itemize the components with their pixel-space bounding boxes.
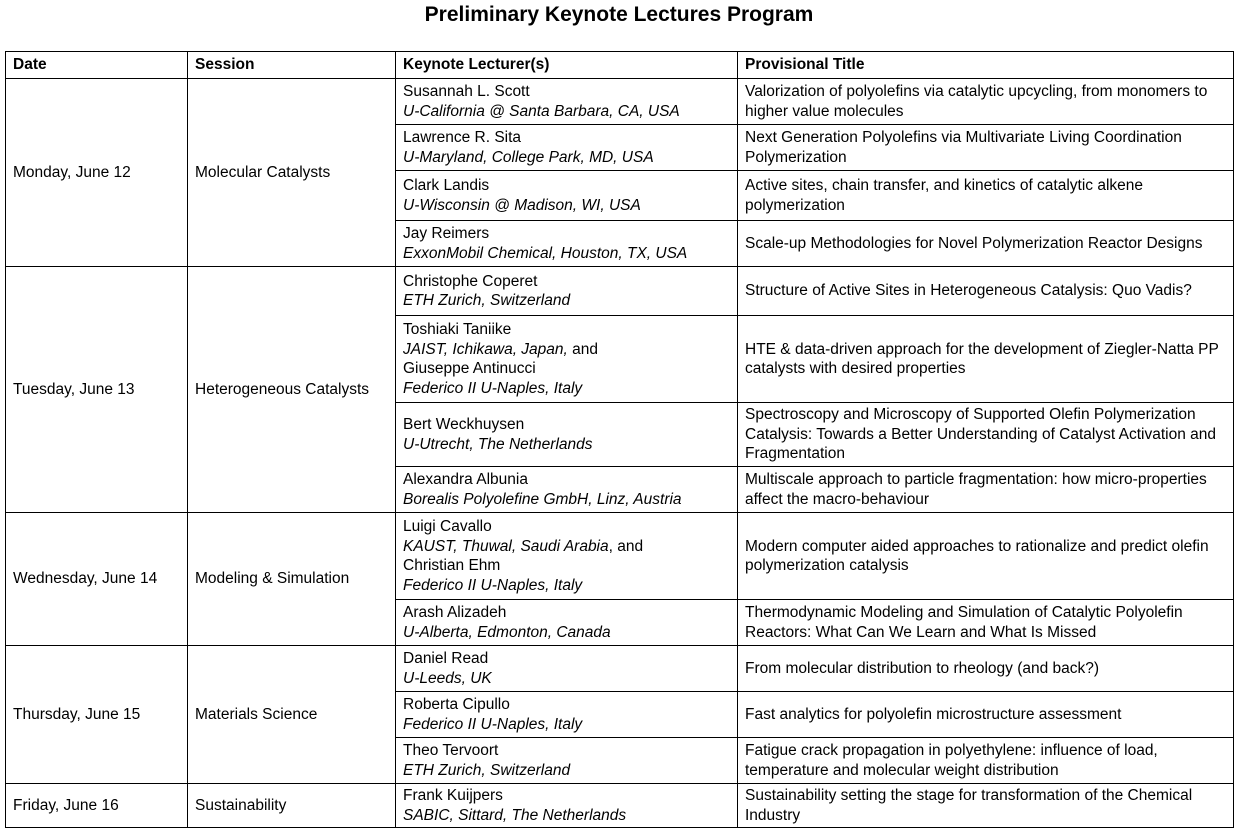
session-cell: Molecular Catalysts (188, 79, 396, 267)
lecturer-affiliation: U-Wisconsin @ Madison, WI, USA (403, 196, 641, 214)
lecturer-name: Arash Alizadeh (403, 604, 507, 621)
lecturer-affiliation: U-Utrecht, The Netherlands (403, 435, 593, 453)
lecturer-cell (396, 267, 738, 316)
lecturer-cell (396, 692, 738, 738)
lecturer-name: Lawrence R. Sita (403, 129, 522, 146)
lecturer-affiliation: ETH Zurich, Switzerland (403, 761, 571, 779)
header-date: Date (6, 52, 188, 79)
lecturer-cell (396, 125, 738, 171)
lecturer-conjunction: and (567, 340, 599, 358)
table-row (6, 784, 1234, 828)
table-row (6, 267, 1234, 316)
lecture-title-cell: Modern computer aided approaches to rationalize and predict olefin polymerization catalysis (738, 513, 1234, 600)
lecturer-affiliation: ETH Zurich, Switzerland (403, 292, 571, 309)
lecturer-name: Christian Ehm (403, 557, 501, 574)
lecturer-cell (396, 646, 738, 692)
header-row (6, 52, 1234, 79)
lecturer-affiliation: Federico II U-Naples, Italy (403, 379, 583, 397)
date-cell: Monday, June 12 (6, 79, 188, 267)
lecture-title-cell: Fatigue crack propagation in polyethylene: influence of load, temperature and molecular weight distribution (738, 738, 1234, 784)
lecturer-cell (396, 467, 738, 513)
lecturer-affiliation: U-California @ Santa Barbara, CA, USA (403, 102, 680, 120)
lecture-title-cell: Fast analytics for polyolefin microstructure assessment (738, 692, 1234, 738)
lecture-title-cell: Active sites, chain transfer, and kinetics of catalytic alkene polymerization (738, 171, 1234, 221)
session-cell: Materials Science (188, 646, 396, 784)
lecturer-name: Toshiaki Taniike (403, 321, 512, 338)
date-cell: Tuesday, June 13 (6, 267, 188, 513)
session-cell: Heterogeneous Catalysts (188, 267, 396, 513)
lecturer-affiliation-line (403, 537, 730, 557)
lecture-title-cell: Next Generation Polyolefins via Multivariate Living Coordination Polymerization (738, 125, 1234, 171)
lecturer-cell (396, 221, 738, 267)
header-lecturer: Keynote Lecturer(s) (396, 52, 738, 79)
lecturer-conjunction: , and (608, 537, 644, 555)
page-title: Preliminary Keynote Lectures Program (424, 3, 814, 26)
lecturer-cell (396, 79, 738, 125)
table-row (6, 646, 1234, 692)
lecturer-cell (396, 171, 738, 221)
date-cell: Thursday, June 15 (6, 646, 188, 784)
lecturer-name: Susannah L. Scott (403, 83, 530, 100)
lecturer-affiliation: Federico II U-Naples, Italy (403, 576, 583, 594)
session-cell: Modeling & Simulation (188, 513, 396, 646)
lecture-title-cell: Valorization of polyolefins via catalytic upcycling, from monomers to higher value molecules (738, 79, 1234, 125)
lecturer-name: Alexandra Albunia (403, 471, 528, 488)
lecture-title-cell: Sustainability setting the stage for transformation of the Chemical Industry (738, 784, 1234, 828)
lecturer-cell (396, 403, 738, 467)
date-cell: Wednesday, June 14 (6, 513, 188, 646)
lecture-title-cell: Spectroscopy and Microscopy of Supported Olefin Polymerization Catalysis: Towards a Better Understanding of Catalyst Activation and Fragmentation (738, 403, 1234, 467)
lecture-title-cell: Multiscale approach to particle fragmentation: how micro-properties affect the macro-behaviour (738, 467, 1234, 513)
lecturer-name: Giuseppe Antinucci (403, 360, 536, 377)
lecturer-cell (396, 316, 738, 403)
header-session: Session (188, 52, 396, 79)
lecturer-cell (396, 600, 738, 646)
table-row (6, 513, 1234, 600)
lecturer-name: Daniel Read (403, 650, 489, 667)
program-table (5, 51, 1234, 828)
lecturer-name: Frank Kuijpers (403, 787, 503, 804)
lecturer-name: Christophe Coperet (403, 272, 538, 290)
lecturer-name: Jay Reimers (403, 225, 490, 242)
lecturer-affiliation: Borealis Polyolefine GmbH, Linz, Austria (403, 490, 682, 508)
lecture-title-cell: Thermodynamic Modeling and Simulation of Catalytic Polyolefin Reactors: What Can We Learn and What Is Missed (738, 600, 1234, 646)
lecture-title-cell: Structure of Active Sites in Heterogeneous Catalysis: Quo Vadis? (738, 267, 1234, 316)
lecturer-name: Theo Tervoort (403, 742, 499, 759)
lecturer-affiliation: KAUST, Thuwal, Saudi Arabia (403, 537, 609, 555)
table-row (6, 79, 1234, 125)
lecture-title-cell: Scale-up Methodologies for Novel Polymerization Reactor Designs (738, 221, 1234, 267)
lecturer-name: Roberta Cipullo (403, 696, 510, 713)
lecturer-affiliation: SABIC, Sittard, The Netherlands (403, 806, 627, 824)
header-title: Provisional Title (738, 52, 1234, 79)
lecturer-name: Bert Weckhuysen (403, 416, 525, 433)
lecturer-name: Luigi Cavallo (403, 518, 492, 535)
lecturer-affiliation: U-Alberta, Edmonton, Canada (403, 623, 611, 641)
lecturer-affiliation-line (403, 340, 730, 360)
session-cell: Sustainability (188, 784, 396, 828)
lecturer-affiliation: ExxonMobil Chemical, Houston, TX, USA (403, 244, 688, 262)
lecturer-affiliation: U-Leeds, UK (403, 669, 492, 687)
lecturer-affiliation: JAIST, Ichikawa, Japan, (403, 340, 568, 358)
lecturer-affiliation: U-Maryland, College Park, MD, USA (403, 148, 654, 166)
lecture-title-cell: HTE & data-driven approach for the development of Ziegler-Natta PP catalysts with desired properties (738, 316, 1234, 403)
lecturer-cell (396, 513, 738, 600)
lecturer-affiliation: Federico II U-Naples, Italy (403, 715, 583, 733)
lecturer-cell (396, 784, 738, 828)
lecture-title-cell: From molecular distribution to rheology (and back?) (738, 646, 1234, 692)
date-cell: Friday, June 16 (6, 784, 188, 828)
lecturer-cell (396, 738, 738, 784)
lecturer-name: Clark Landis (403, 177, 490, 194)
